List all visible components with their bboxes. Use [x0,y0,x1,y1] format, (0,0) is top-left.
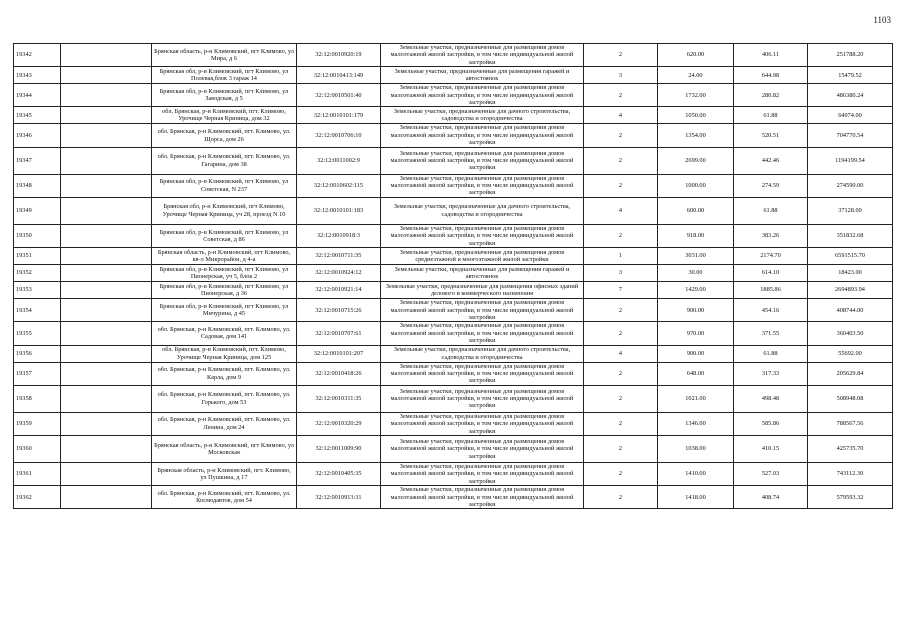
blank-cell [61,224,152,247]
category-cell: 4 [584,345,658,362]
table-row [14,322,893,345]
cadastral-number-cell: 32:12:0010501:40 [297,84,381,107]
table-row [14,224,893,247]
row-number: 19350 [14,224,61,247]
blank-cell [61,84,152,107]
row-number: 19347 [14,147,61,174]
table-row [14,486,893,509]
specific-value-cell: 442.46 [734,147,808,174]
area-cell: 1346.00 [658,412,734,435]
cadastral-number-cell: 32:12:0011002:9 [297,147,381,174]
area-cell: 970.00 [658,322,734,345]
area-cell: 900.00 [658,299,734,322]
address-cell: Брянская обл, р-н Климовский, пгт Климово, ул Заводская, д 5 [152,84,297,107]
cadastral-value-cell: 704770.54 [808,124,893,147]
cadastral-number-cell: 32:12:0010413:149 [297,67,381,84]
land-use-cell: Земельные участки, предназначенные для размещения домов среднеэтажной и многоэтажной жилой застройки [381,248,584,265]
cadastral-number-cell: 32:12:0010707:61 [297,322,381,345]
table-row [14,248,893,265]
category-cell: 2 [584,299,658,322]
specific-value-cell: 61.88 [734,197,808,224]
specific-value-cell: 274.59 [734,174,808,197]
blank-cell [61,107,152,124]
cadastral-number-cell: 32:12:0010320:29 [297,412,381,435]
land-use-cell: Земельные участки, предназначенные для размещения домов малоэтажной жилой застройки, в том числе индивидуальной жилой застройки [381,462,584,485]
cadastral-number-cell: 32:12:0010101:183 [297,197,381,224]
cadastral-value-cell: 408744.00 [808,299,893,322]
specific-value-cell: 406.11 [734,44,808,67]
category-cell: 2 [584,224,658,247]
cadastral-value-cell: 15479.52 [808,67,893,84]
table-row [14,385,893,412]
area-cell: 1021.00 [658,385,734,412]
cadastral-number-cell: 32:12:0011009:90 [297,435,381,462]
cadastral-value-table [13,43,893,509]
cadastral-number-cell: 32:12:0010706:10 [297,124,381,147]
address-cell: обл. Брянская, р-н Климовский, пгт. Климово, Урочище Черная Криница, дом 125 [152,345,297,362]
area-cell: 900.00 [658,345,734,362]
cadastral-number-cell: 32:12:0010711:35 [297,248,381,265]
address-cell: Брянская обл, р-н Климовский, пгт Климово, ул Пионерская, д 36 [152,282,297,299]
land-use-cell: Земельные участки, предназначенные для размещения домов малоэтажной жилой застройки, в том числе индивидуальной жилой застройки [381,84,584,107]
cadastral-value-cell: 486380.24 [808,84,893,107]
area-cell: 1000.00 [658,174,734,197]
area-cell: 1418.00 [658,486,734,509]
table-row [14,362,893,385]
blank-cell [61,362,152,385]
specific-value-cell: 498.48 [734,385,808,412]
cadastral-value-cell: 743112.30 [808,462,893,485]
area-cell: 1050.00 [658,107,734,124]
specific-value-cell: 317.33 [734,362,808,385]
cadastral-value-cell: 274590.00 [808,174,893,197]
area-cell: 600.00 [658,197,734,224]
address-cell: обл. Брянская, р-н Климовский, пгт. Климово, ул. Садовая, дом 141 [152,322,297,345]
blank-cell [61,67,152,84]
area-cell: 30.00 [658,265,734,282]
category-cell: 2 [584,44,658,67]
cadastral-value-cell: 6591515.70 [808,248,893,265]
specific-value-cell: 2174.70 [734,248,808,265]
category-cell: 4 [584,197,658,224]
land-use-cell: Земельные участки, предназначенные для размещения домов малоэтажной жилой застройки, в том числе индивидуальной жилой застройки [381,44,584,67]
row-number: 19346 [14,124,61,147]
area-cell: 1429.00 [658,282,734,299]
land-use-cell: Земельные участки, предназначенные для размещения домов малоэтажной жилой застройки, в том числе индивидуальной жилой застройки [381,385,584,412]
blank-cell [61,248,152,265]
table-row [14,147,893,174]
table-row [14,435,893,462]
table-row [14,282,893,299]
area-cell: 3031.00 [658,248,734,265]
row-number: 19360 [14,435,61,462]
cadastral-number-cell: 32:12:0010918:3 [297,224,381,247]
blank-cell [61,282,152,299]
specific-value-cell: 644.98 [734,67,808,84]
table-row [14,124,893,147]
blank-cell [61,385,152,412]
land-use-cell: Земельные участки, предназначенные для размещения домов малоэтажной жилой застройки, в том числе индивидуальной жилой застройки [381,362,584,385]
category-cell: 2 [584,486,658,509]
area-cell: 1354.00 [658,124,734,147]
land-use-cell: Земельные участки, предназначенные для размещения гаражей и автостоянок [381,67,584,84]
specific-value-cell: 61.88 [734,345,808,362]
land-use-cell: Земельные участки, предназначенные для размещения домов малоэтажной жилой застройки, в том числе индивидуальной жилой застройки [381,435,584,462]
specific-value-cell: 383.26 [734,224,808,247]
cadastral-value-cell: 64974.00 [808,107,893,124]
specific-value-cell: 408.74 [734,486,808,509]
table-row [14,84,893,107]
specific-value-cell: 527.03 [734,462,808,485]
category-cell: 2 [584,84,658,107]
cadastral-number-cell: 32:12:0010405:35 [297,462,381,485]
address-cell: обл. Брянская, р-н Климовский, пгт. Климово, ул. Щорса, дом 26 [152,124,297,147]
address-cell: Брянская обл, р-н Климовский, пгт Климово, ул Советская, д 86 [152,224,297,247]
page-number: 1103 [873,15,891,25]
cadastral-number-cell: 32:12:0010920:19 [297,44,381,67]
category-cell: 1 [584,248,658,265]
land-use-cell: Земельные участки, предназначенные для размещения офисных зданий делового и коммерческого назначения [381,282,584,299]
specific-value-cell: 1885.86 [734,282,808,299]
specific-value-cell: 614.10 [734,265,808,282]
specific-value-cell: 371.55 [734,322,808,345]
area-cell: 1038.00 [658,435,734,462]
cadastral-value-cell: 18423.00 [808,265,893,282]
row-number: 19352 [14,265,61,282]
land-use-cell: Земельные участки, предназначенные для размещения домов малоэтажной жилой застройки, в том числе индивидуальной жилой застройки [381,322,584,345]
table-row [14,197,893,224]
category-cell: 2 [584,362,658,385]
category-cell: 3 [584,67,658,84]
row-number: 19355 [14,322,61,345]
cadastral-value-cell: 360403.50 [808,322,893,345]
blank-cell [61,345,152,362]
blank-cell [61,124,152,147]
land-use-cell: Земельные участки, предназначенные для дачного строительства, садоводства и огородничества [381,197,584,224]
category-cell: 2 [584,174,658,197]
blank-cell [61,462,152,485]
blank-cell [61,174,152,197]
blank-cell [61,486,152,509]
land-use-cell: Земельные участки, предназначенные для дачного строительства, садоводства и огородничества [381,345,584,362]
row-number: 19362 [14,486,61,509]
row-number: 19353 [14,282,61,299]
specific-value-cell: 280.82 [734,84,808,107]
cadastral-number-cell: 32:12:0010101:179 [297,107,381,124]
land-use-cell: Земельные участки, предназначенные для размещения домов малоэтажной жилой застройки, в том числе индивидуальной жилой застройки [381,124,584,147]
category-cell: 3 [584,265,658,282]
land-use-cell: Земельные участки, предназначенные для размещения домов малоэтажной жилой застройки, в том числе индивидуальной жилой застройки [381,147,584,174]
table-row [14,107,893,124]
row-number: 19344 [14,84,61,107]
address-cell: Брянская область, р-н Климовский, пгт Климово, ул Московская [152,435,297,462]
blank-cell [61,322,152,345]
land-use-cell: Земельные участки, предназначенные для размещения домов малоэтажной жилой застройки, в том числе индивидуальной жилой застройки [381,299,584,322]
table-row [14,462,893,485]
area-cell: 620.00 [658,44,734,67]
area-cell: 648.00 [658,362,734,385]
address-cell: Брянская обл, р-н Климовский, пгт Климово, ул Советская, N 237 [152,174,297,197]
land-use-cell: Земельные участки, предназначенные для размещения гаражей и автостоянок [381,265,584,282]
land-use-cell: Земельные участки, предназначенные для размещения домов малоэтажной жилой застройки, в том числе индивидуальной жилой застройки [381,486,584,509]
table-row [14,44,893,67]
row-number: 19359 [14,412,61,435]
specific-value-cell: 410.15 [734,435,808,462]
blank-cell [61,265,152,282]
specific-value-cell: 585.86 [734,412,808,435]
row-number: 19354 [14,299,61,322]
cadastral-value-cell: 2694893.94 [808,282,893,299]
specific-value-cell: 454.16 [734,299,808,322]
cadastral-value-cell: 251788.20 [808,44,893,67]
address-cell: обл. Брянская, р-н Климовский, пгт. Климово, ул. Горького, дом 53 [152,385,297,412]
row-number: 19348 [14,174,61,197]
blank-cell [61,412,152,435]
row-number: 19342 [14,44,61,67]
cadastral-number-cell: 32:12:0010602:115 [297,174,381,197]
cadastral-value-cell: 205629.84 [808,362,893,385]
area-cell: 1410.00 [658,462,734,485]
land-use-cell: Земельные участки, предназначенные для дачного строительства, садоводства и огородничества [381,107,584,124]
address-cell: Брянская область, р-н Климовский, пгт. Климово, ул Пушкина, д 17 [152,462,297,485]
address-cell: Брянская обл, р-н Климовский, пгт Климово, ул Пионерская, уч 5, блок 2 [152,265,297,282]
row-number: 19343 [14,67,61,84]
category-cell: 7 [584,282,658,299]
address-cell: обл. Брянская, р-н Климовский, пгт. Климово, ул. Гагарина, дом 38 [152,147,297,174]
cadastral-number-cell: 32:12:0010418:26 [297,362,381,385]
address-cell: обл. Брянская, р-н Климовский, пгт. Климово, ул. Карла, дом 9 [152,362,297,385]
land-use-cell: Земельные участки, предназначенные для размещения домов малоэтажной жилой застройки, в том числе индивидуальной жилой застройки [381,174,584,197]
land-use-cell: Земельные участки, предназначенные для размещения домов малоэтажной жилой застройки, в том числе индивидуальной жилой застройки [381,224,584,247]
category-cell: 2 [584,147,658,174]
row-number: 19356 [14,345,61,362]
row-number: 19361 [14,462,61,485]
cadastral-number-cell: 32:12:0010913:31 [297,486,381,509]
row-number: 19351 [14,248,61,265]
area-cell: 2699.00 [658,147,734,174]
blank-cell [61,147,152,174]
table-row [14,345,893,362]
cadastral-number-cell: 32:12:0010101:207 [297,345,381,362]
address-cell: обл. Брянская, р-н Климовский, пгт. Климово, Урочище Черная Криница, дом 32 [152,107,297,124]
row-number: 19357 [14,362,61,385]
table-row [14,265,893,282]
area-cell: 24.00 [658,67,734,84]
blank-cell [61,44,152,67]
category-cell: 2 [584,435,658,462]
area-cell: 918.00 [658,224,734,247]
cadastral-number-cell: 32:12:0010715:26 [297,299,381,322]
specific-value-cell: 61.88 [734,107,808,124]
address-cell: Брянская обл, р-н Климовский, пгт Климово, Урочище Черная Криница, уч 28, проезд N 10 [152,197,297,224]
cadastral-value-cell: 1194199.54 [808,147,893,174]
cadastral-value-cell: 55692.00 [808,345,893,362]
cadastral-number-cell: 32:12:0010924:12 [297,265,381,282]
cadastral-value-cell: 508948.08 [808,385,893,412]
row-number: 19345 [14,107,61,124]
address-cell: обл. Брянская, р-н Климовский, пгт. Климово, ул. Ленина, дом 24 [152,412,297,435]
cadastral-number-cell: 32:12:0010311:35 [297,385,381,412]
address-cell: Брянская область, р-н Климовский, пгт Климово, кв-л Микрорайон, д 4-а [152,248,297,265]
category-cell: 2 [584,322,658,345]
cadastral-value-cell: 425735.70 [808,435,893,462]
address-cell: Брянская обл, р-н Климовский, пгт Климово, ул Мичурина, д 45 [152,299,297,322]
blank-cell [61,299,152,322]
land-use-cell: Земельные участки, предназначенные для размещения домов малоэтажной жилой застройки, в том числе индивидуальной жилой застройки [381,412,584,435]
category-cell: 2 [584,385,658,412]
table-row [14,412,893,435]
category-cell: 2 [584,124,658,147]
cadastral-value-cell: 37128.00 [808,197,893,224]
table-row [14,299,893,322]
address-cell: Брянская область, р-н Климовский, пгт Климово, ул Мира, д 6 [152,44,297,67]
category-cell: 2 [584,462,658,485]
row-number: 19358 [14,385,61,412]
category-cell: 2 [584,412,658,435]
cadastral-value-cell: 579593.32 [808,486,893,509]
cadastral-number-cell: 32:12:0010921:14 [297,282,381,299]
table-row [14,67,893,84]
area-cell: 1732.00 [658,84,734,107]
row-number: 19349 [14,197,61,224]
category-cell: 4 [584,107,658,124]
specific-value-cell: 520.51 [734,124,808,147]
table-row [14,174,893,197]
address-cell: Брянская обл, р-н Климовский, пгт Климово, ул Полевая,блок 3 гараж 14 [152,67,297,84]
address-cell: обл. Брянская, р-н Климовский, пгт. Климово, ул. Космодавтов, дом 54 [152,486,297,509]
cadastral-value-cell: 788567.56 [808,412,893,435]
cadastral-value-cell: 351832.68 [808,224,893,247]
blank-cell [61,197,152,224]
blank-cell [61,435,152,462]
